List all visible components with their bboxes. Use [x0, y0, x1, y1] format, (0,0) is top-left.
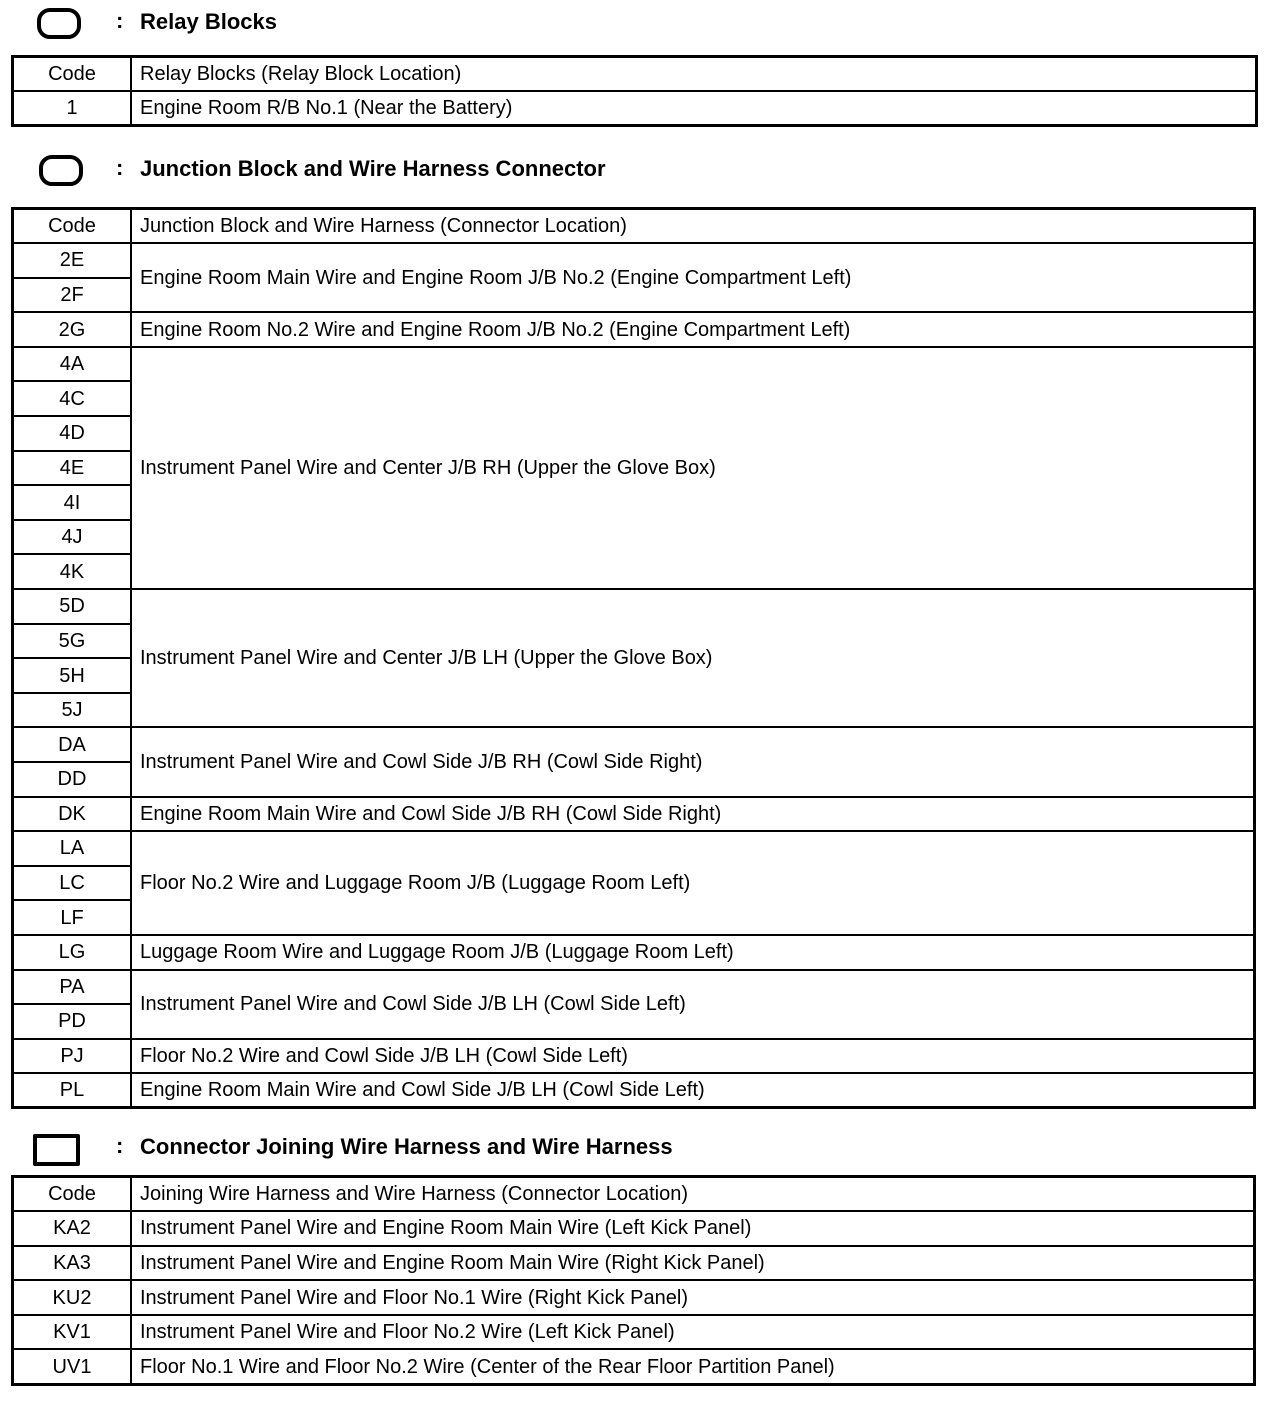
junction-block-table: [11, 207, 1256, 1109]
code-column-header: Code: [13, 209, 132, 244]
table-row: [13, 935, 1255, 970]
table-row: [13, 312, 1255, 347]
connector-code: PL: [13, 1073, 132, 1108]
table-row: [13, 589, 1255, 624]
connector-code: 2E: [13, 243, 132, 278]
connector-location-description: Instrument Panel Wire and Center J/B LH (Upper the Glove Box): [131, 589, 1255, 727]
table-row: [13, 831, 1255, 866]
connector-code: 4A: [13, 347, 132, 382]
connector-location-description: Instrument Panel Wire and Engine Room Main Wire (Left Kick Panel): [131, 1211, 1255, 1246]
connector-code: 5G: [13, 624, 132, 659]
connector-code: 2G: [13, 312, 132, 347]
connector-code: 5D: [13, 589, 132, 624]
connector-code: UV1: [13, 1349, 132, 1384]
connector-code: 2F: [13, 278, 132, 313]
connector-location-description: Floor No.2 Wire and Cowl Side J/B LH (Cowl Side Left): [131, 1039, 1255, 1074]
connector-code: 1: [13, 91, 132, 126]
connector-code: DK: [13, 797, 132, 832]
location-column-header: Relay Blocks (Relay Block Location): [131, 57, 1257, 92]
junction-section-colon: :: [116, 155, 124, 180]
location-column-header: Joining Wire Harness and Wire Harness (Connector Location): [131, 1177, 1255, 1212]
connector-location-description: Engine Room Main Wire and Engine Room J/B No.2 (Engine Compartment Left): [131, 243, 1255, 312]
table-row: [13, 1315, 1255, 1350]
connector-code: PA: [13, 970, 132, 1005]
connector-code: DD: [13, 762, 132, 797]
table-row: [13, 1039, 1255, 1074]
connector-location-description: Instrument Panel Wire and Floor No.1 Wire (Right Kick Panel): [131, 1280, 1255, 1315]
connector-code: KA2: [13, 1211, 132, 1246]
connector-location-description: Floor No.2 Wire and Luggage Room J/B (Luggage Room Left): [131, 831, 1255, 935]
table-row: [13, 243, 1255, 278]
relay-block-symbol-icon: [37, 8, 81, 39]
connector-code: 4K: [13, 554, 132, 589]
table-row: [13, 91, 1257, 126]
relay-blocks-table: [11, 55, 1258, 127]
connector-location-description: Engine Room Main Wire and Cowl Side J/B LH (Cowl Side Left): [131, 1073, 1255, 1108]
connector-location-description: Engine Room Main Wire and Cowl Side J/B RH (Cowl Side Right): [131, 797, 1255, 832]
code-column-header: Code: [13, 1177, 132, 1212]
table-row: [13, 1349, 1255, 1384]
connector-code: LA: [13, 831, 132, 866]
connector-location-description: Instrument Panel Wire and Floor No.2 Wire (Left Kick Panel): [131, 1315, 1255, 1350]
connector-location-description: Instrument Panel Wire and Cowl Side J/B RH (Cowl Side Right): [131, 727, 1255, 796]
table-header-row: [13, 57, 1257, 92]
relay-section-title: Relay Blocks: [140, 9, 277, 34]
code-column-header: Code: [13, 57, 132, 92]
table-row: [13, 1246, 1255, 1281]
connector-code: 5J: [13, 693, 132, 728]
connector-code: 4J: [13, 520, 132, 555]
junction-block-symbol-icon: [39, 155, 83, 186]
table-row: [13, 970, 1255, 1005]
connector-code: LG: [13, 935, 132, 970]
connector-code: PJ: [13, 1039, 132, 1074]
location-column-header: Junction Block and Wire Harness (Connector Location): [131, 209, 1255, 244]
table-header-row: [13, 209, 1255, 244]
table-row: [13, 727, 1255, 762]
table-row: [13, 797, 1255, 832]
joining-section-colon: :: [116, 1133, 124, 1158]
connector-code: LF: [13, 900, 132, 935]
connector-code: 5H: [13, 658, 132, 693]
joining-section-title: Connector Joining Wire Harness and Wire Harness: [140, 1134, 673, 1159]
table-row: [13, 1073, 1255, 1108]
connector-code: PD: [13, 1004, 132, 1039]
connector-code: KA3: [13, 1246, 132, 1281]
connector-code: 4C: [13, 381, 132, 416]
connector-code: KV1: [13, 1315, 132, 1350]
connector-code: DA: [13, 727, 132, 762]
junction-section-title: Junction Block and Wire Harness Connector: [140, 156, 606, 181]
connector-location-description: Floor No.1 Wire and Floor No.2 Wire (Center of the Rear Floor Partition Panel): [131, 1349, 1255, 1384]
connector-location-description: Instrument Panel Wire and Engine Room Main Wire (Right Kick Panel): [131, 1246, 1255, 1281]
table-row: [13, 347, 1255, 382]
connector-code: 4E: [13, 451, 132, 486]
connector-code: LC: [13, 866, 132, 901]
table-header-row: [13, 1177, 1255, 1212]
connector-location-description: Luggage Room Wire and Luggage Room J/B (Luggage Room Left): [131, 935, 1255, 970]
connector-location-description: Instrument Panel Wire and Cowl Side J/B LH (Cowl Side Left): [131, 970, 1255, 1039]
table-row: [13, 1211, 1255, 1246]
connector-code: KU2: [13, 1280, 132, 1315]
relay-section-colon: :: [116, 8, 124, 33]
table-row: [13, 1280, 1255, 1315]
connector-location-description: Instrument Panel Wire and Center J/B RH (Upper the Glove Box): [131, 347, 1255, 589]
connector-code: 4D: [13, 416, 132, 451]
joining-connector-table: [11, 1175, 1256, 1386]
connector-location-description: Engine Room R/B No.1 (Near the Battery): [131, 91, 1257, 126]
connector-code: 4I: [13, 485, 132, 520]
connector-symbol-icon: [33, 1134, 80, 1166]
connector-location-description: Engine Room No.2 Wire and Engine Room J/B No.2 (Engine Compartment Left): [131, 312, 1255, 347]
